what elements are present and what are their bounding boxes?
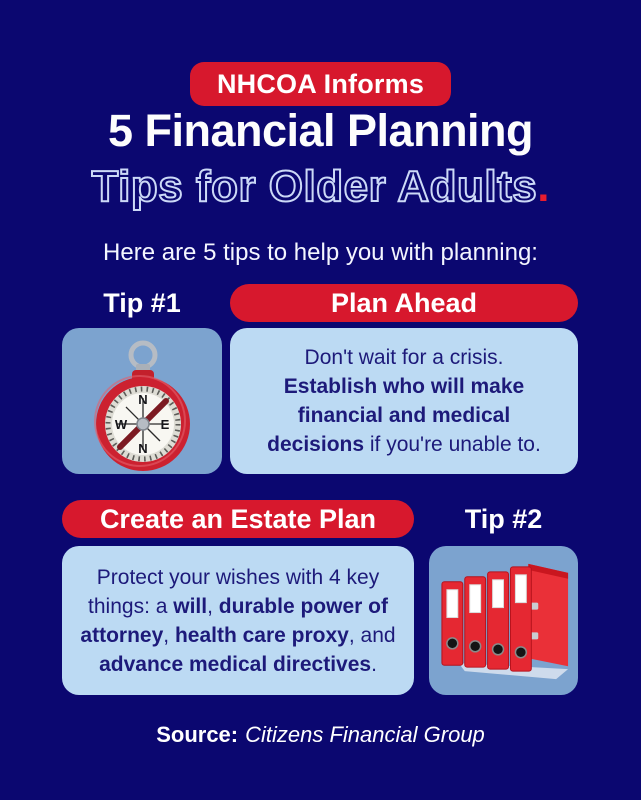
main-title: 5 Financial Planning (107, 105, 534, 156)
compass-cardinal-south: N (138, 441, 148, 456)
tip-text-line: Establish who will make (283, 375, 525, 398)
compass-icon (62, 328, 222, 474)
tip-text-line: attorney, health care proxy, and (80, 623, 396, 647)
tip-text-line: financial and medical (297, 404, 511, 427)
estate-plan-heading: Create an Estate Plan (62, 500, 414, 538)
tip2-text-card (62, 546, 414, 695)
plan-ahead-heading: Plan Ahead (230, 284, 578, 322)
compass-cardinal-north: N (138, 392, 148, 407)
tip2-label: Tip #2 (464, 503, 543, 534)
compass-cardinal-west: W (114, 417, 128, 432)
subtitle: Here are 5 tips to help you with planning: (103, 239, 538, 266)
outline-title-text: Tips for Older Adults (91, 162, 538, 211)
outline-title (0, 160, 641, 214)
compass-tile (62, 328, 222, 474)
tip-text-line: advance medical directives. (99, 652, 377, 676)
tip-text-line: decisions if you're unable to. (267, 433, 541, 456)
tip-text-line: Don't wait for a crisis. (304, 346, 504, 369)
section1-body (62, 328, 578, 474)
title-period: . (537, 162, 550, 211)
tip1-text-card (230, 328, 578, 474)
compass-cardinal-east: E (160, 417, 170, 432)
tip-text-line: things: a will, durable power of (88, 594, 388, 618)
badge-row (0, 62, 641, 106)
red-binders-icon (429, 546, 578, 695)
tip-text-line: Protect your wishes with 4 key (96, 565, 380, 589)
section2-header (62, 500, 578, 538)
section1-header (62, 284, 578, 322)
nhcoa-informs-badge: NHCOA Informs (190, 62, 451, 106)
section2-body (62, 546, 578, 695)
binders-tile (429, 546, 578, 695)
source-label: Source: (156, 722, 239, 747)
source-line (0, 721, 641, 749)
tip1-label: Tip #1 (103, 287, 181, 318)
source-value: Citizens Financial Group (245, 722, 485, 747)
